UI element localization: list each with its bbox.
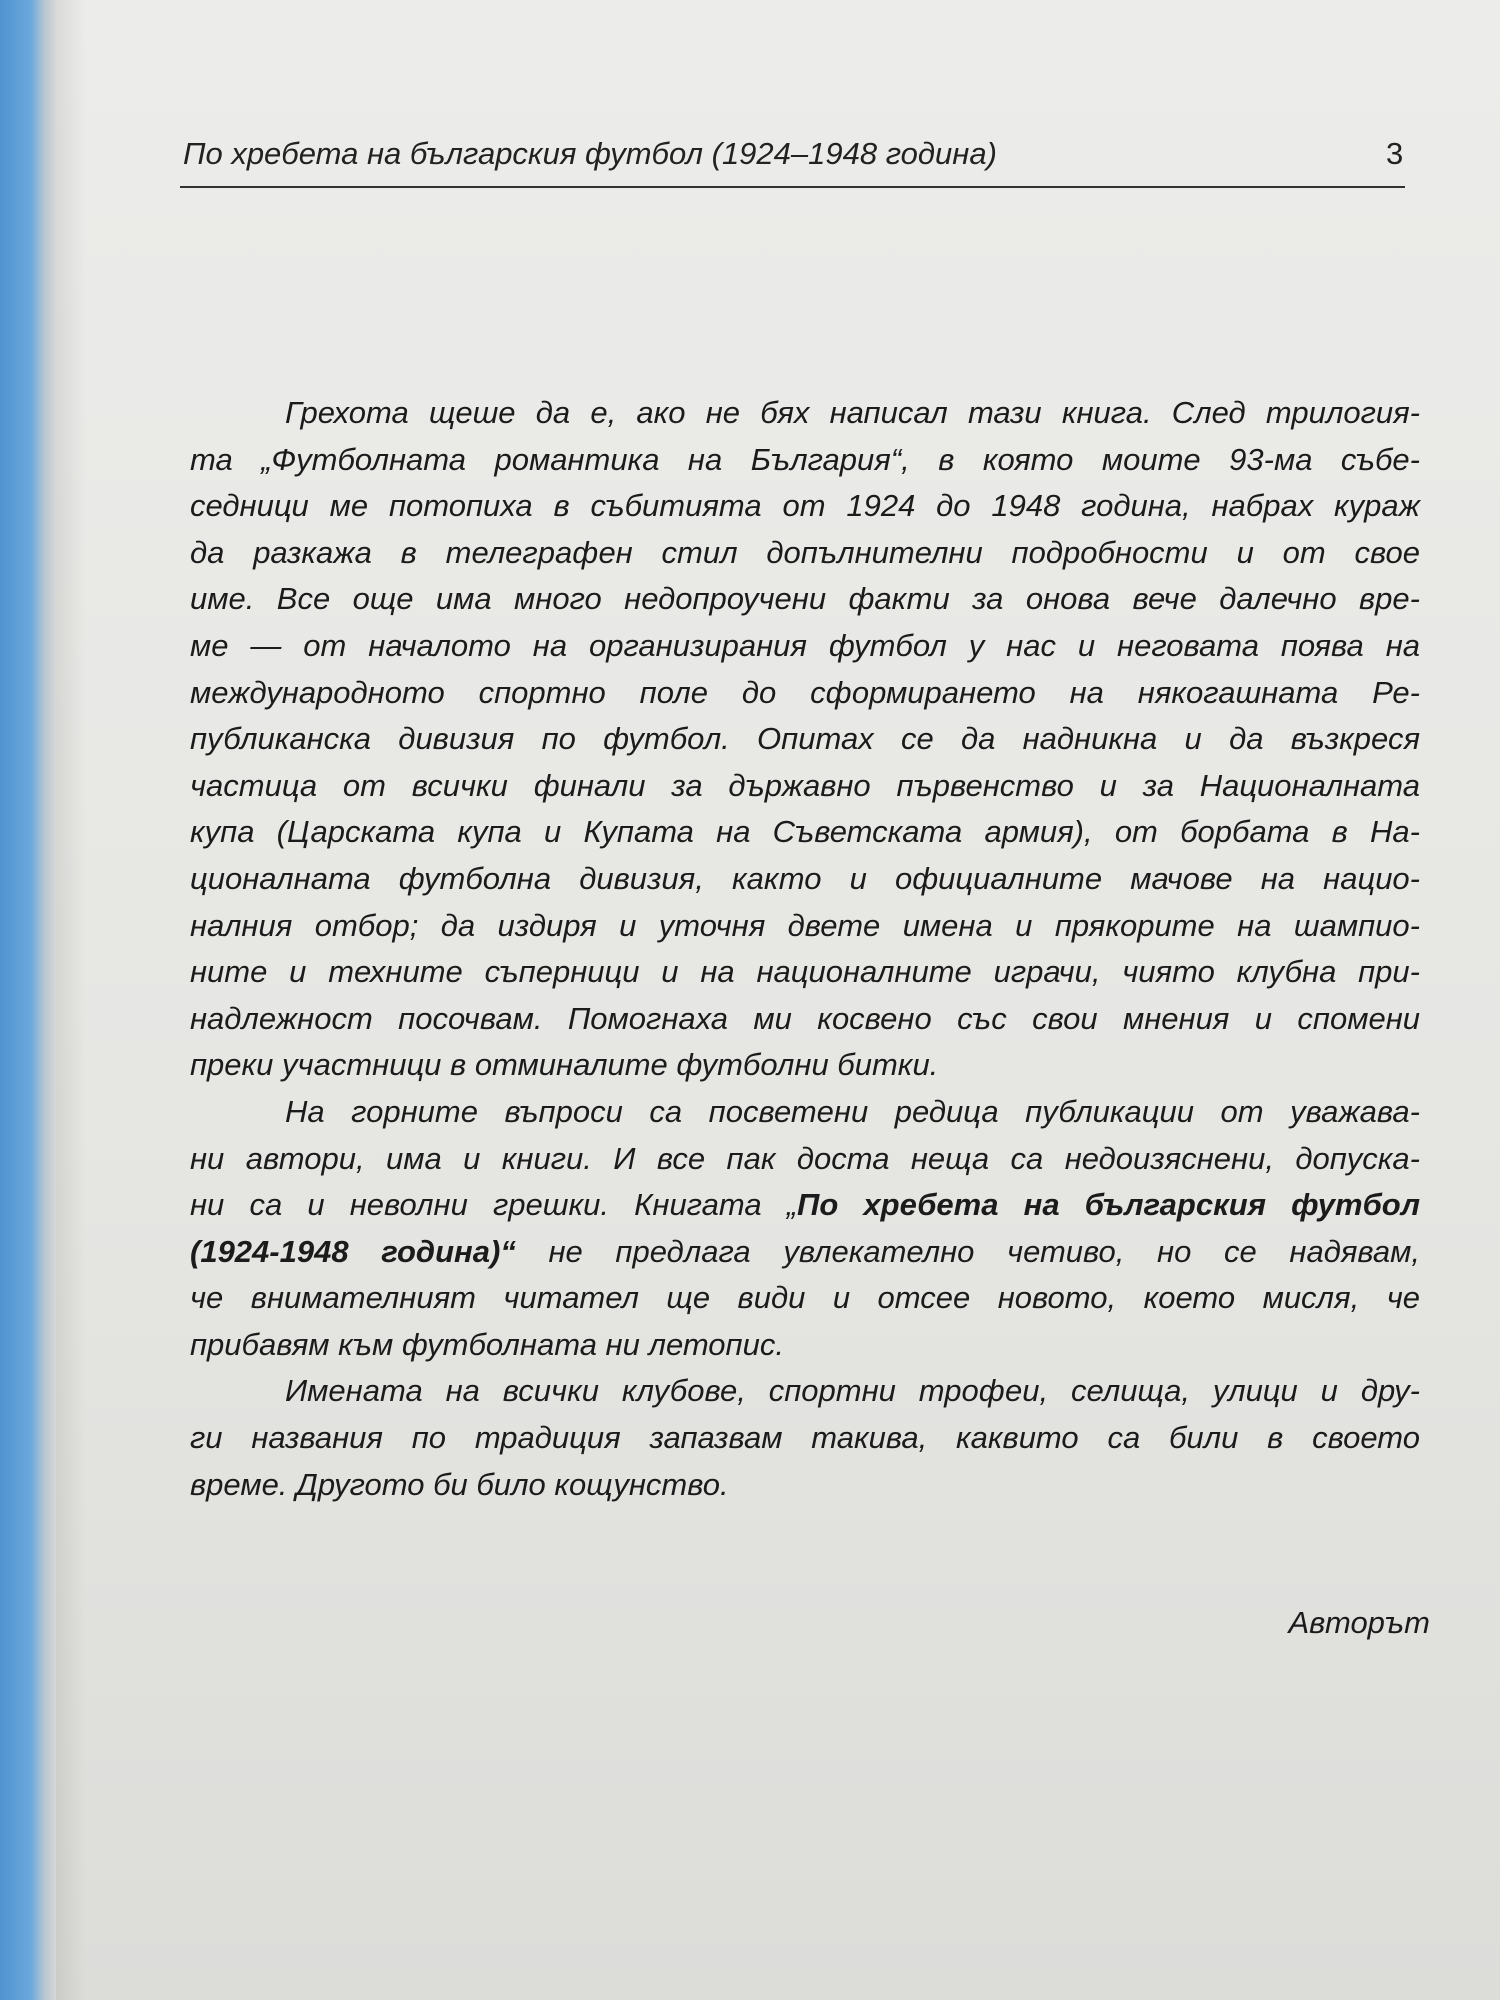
text-segment: ционалната футболна дивизия, както и официалните мачове на нацио- [190,860,1420,896]
bold-book-title: (1924-1948 година)“ [190,1233,516,1269]
text-segment: че внимателният читател ще види и отсее новото, което мисля, че [190,1280,1420,1316]
text-line [190,1322,1420,1369]
text-segment: да разкажа в телеграфен стил допълнителни подробности и от свое [190,534,1420,570]
text-segment: частица от всички финали за държавно първенство и за Националната [190,767,1420,803]
text-line [190,996,1420,1043]
text-line [190,437,1420,484]
text-segment: международното спортно поле до сформирането на някогашната Ре- [190,674,1420,710]
text-segment: име. Все още има много недопроучени факти за онова вече далечно вре- [190,581,1420,617]
text-line [190,763,1420,810]
text-segment: не предлага увлекателно четиво, но се надявам, [515,1233,1421,1269]
text-segment: На горните въпроси са посветени редица публикации от уважава- [285,1093,1420,1129]
text-line [190,530,1420,577]
text-segment: надлежност посочвам. Помогнаха ми косвено със свои мнения и спомени [190,1000,1420,1036]
text-segment: та „Футболната романтика на България“, в която моите 93-ма събе- [190,441,1420,477]
text-segment: прибавям към футболната ни летопис. [190,1326,784,1362]
text-segment: ните и техните съперници и на националните играчи, чиято клубна при- [190,954,1420,990]
text-segment: Грехота щеше да е, ако не бях написал тази книга. След трилогия- [285,395,1420,430]
text-line [190,1042,1420,1089]
text-line [190,576,1420,623]
text-line [190,903,1420,950]
paragraph [190,390,1420,1089]
text-line [190,1136,1420,1183]
paragraph [190,1368,1420,1508]
text-line [190,1182,1420,1229]
text-segment: седници ме потопиха в събитията от 1924 до 1948 година, набрах кураж [190,488,1420,524]
text-segment: преки участници в отминалите футболни битки. [190,1047,939,1083]
preface-body [190,390,1420,1508]
text-segment: налния отбор; да издиря и уточня двете имена и прякорите на шампио- [190,907,1420,943]
running-head-title: По хребета на българския футбол (1924–1948 година) [183,136,997,171]
text-line [190,670,1420,717]
text-segment: публиканска дивизия по футбол. Опитах се да надникна и да възкреся [190,721,1420,757]
text-segment: ме — от началото на организирания футбол у нас и неговата поява на [190,627,1420,663]
text-segment: купа (Царската купа и Купата на Съветската армия), от борбата в На- [190,814,1420,850]
text-line [190,390,1420,437]
text-line [190,623,1420,670]
text-segment: ги названия по традиция запазвам такива, каквито са били в своето [190,1420,1420,1456]
text-line [190,949,1420,996]
text-segment: Имената на всички клубове, спортни трофеи, селища, улици и дру- [285,1373,1420,1409]
header-rule [180,186,1405,188]
signature: Авторът [1288,1605,1430,1640]
text-line [190,483,1420,530]
text-segment: ни автори, има и книги. И все пак доста неща са недоизяснени, допуска- [190,1140,1420,1176]
paragraph [190,1089,1420,1369]
text-line [190,809,1420,856]
page-gutter-shadow [56,0,86,2000]
text-line [190,1415,1420,1462]
text-line [190,716,1420,763]
text-line [190,1462,1420,1509]
text-line [190,1229,1420,1276]
text-segment: ни са и неволни грешки. Книгата „ [190,1187,798,1223]
text-line [190,856,1420,903]
text-line [190,1275,1420,1322]
text-line [190,1089,1420,1136]
bold-book-title: По хребета на българския футбол [797,1187,1420,1223]
page-number: 3 [1386,136,1404,171]
text-segment: време. Другото би било кощунство. [190,1466,729,1502]
text-line [190,1368,1420,1415]
book-cover-edge [0,0,56,2000]
